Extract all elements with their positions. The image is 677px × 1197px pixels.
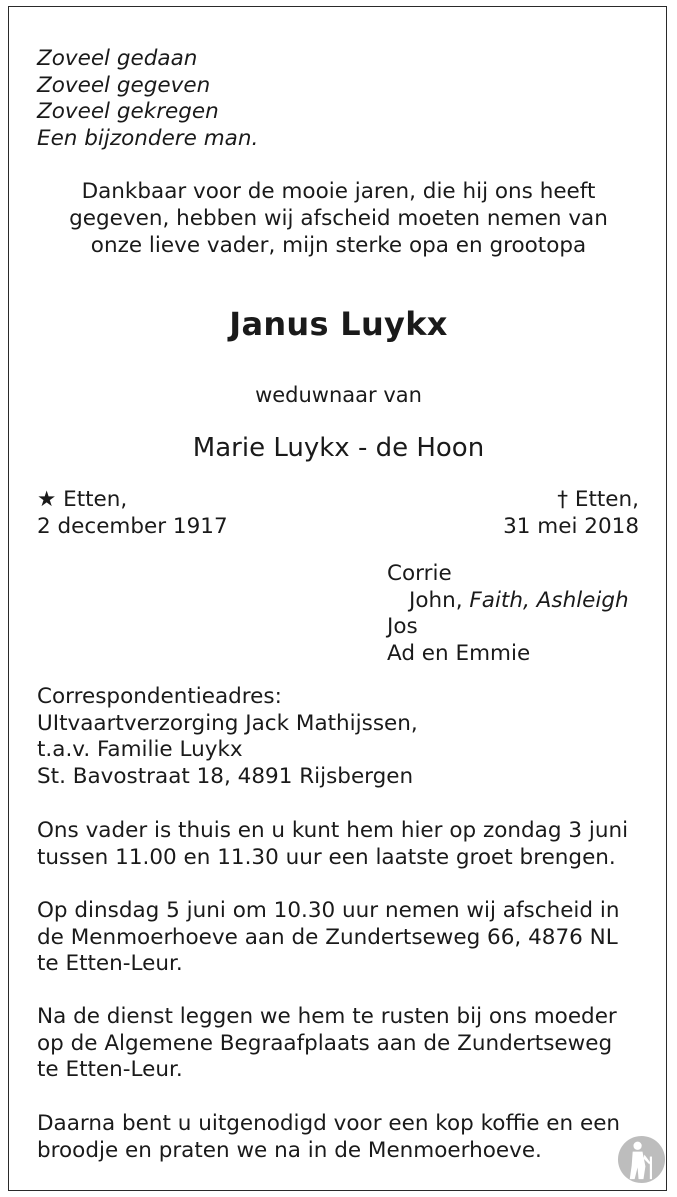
address-line: Correspondentieadres: — [37, 684, 282, 709]
death-date: 31 mei 2018 — [503, 513, 639, 539]
poem-line: Zoveel gegeven — [37, 72, 211, 98]
poem-line: Zoveel gedaan — [37, 46, 198, 71]
intro-line: gegeven, hebben wij afscheid moeten nemen van — [69, 205, 608, 231]
intro-line: onze lieve vader, mijn sterke opa en grootopa — [90, 232, 587, 258]
viewing-paragraph — [37, 818, 628, 871]
poem — [37, 46, 258, 152]
intro-line: Dankbaar voor de mooie jaren, die hij ons heeft — [81, 179, 596, 204]
paragraph-line: Op dinsdag 5 juni om 10.30 uur nemen wij afscheid in — [37, 898, 620, 923]
death-info — [503, 487, 639, 540]
widower-label: weduwnaar van — [255, 383, 422, 407]
grandchild-name: John, — [409, 587, 470, 613]
grandchildren — [387, 588, 629, 615]
family-list — [387, 561, 629, 667]
paragraph-line: broodje en praten we na in de Menmoerhoeve. — [37, 1137, 542, 1163]
paragraph-line: op de Algemene Begraafplaats aan de Zundertseweg — [37, 1030, 613, 1056]
grandchild-partners: Faith, Ashleigh — [469, 587, 629, 613]
service-paragraph — [37, 898, 619, 978]
paragraph-line: de Menmoerhoeve aan de Zundertseweg 66, 4876 NL — [37, 924, 618, 950]
address-line: St. Bavostraat 18, 4891 Rijsbergen — [37, 763, 414, 789]
address-line: UItvaartverzorging Jack Mathijssen, — [37, 710, 418, 736]
memorial-figure-icon — [617, 1135, 666, 1184]
paragraph-line: te Etten-Leur. — [37, 951, 183, 976]
family-member: Ad en Emmie — [387, 640, 531, 666]
birth-info — [37, 487, 228, 540]
correspondence-address — [37, 684, 418, 790]
death-place: † Etten, — [557, 487, 639, 512]
family-member: Corrie — [387, 561, 452, 586]
poem-line: Een bijzondere man. — [37, 125, 259, 151]
poem-line: Zoveel gekregen — [37, 99, 219, 124]
deceased-name: Janus Luykx — [229, 305, 448, 343]
paragraph-line: Daarna bent u uitgenodigd voor een kop koffie en een — [37, 1111, 621, 1136]
address-line: t.a.v. Familie Luykx — [37, 737, 243, 762]
birth-place: ★ Etten, — [37, 487, 128, 512]
paragraph-line: tussen 11.00 en 11.30 uur een laatste groet brengen. — [37, 844, 616, 870]
birth-date: 2 december 1917 — [37, 513, 228, 539]
paragraph-line: Na de dienst leggen we hem te rusten bij ons moeder — [37, 1004, 617, 1029]
burial-paragraph — [37, 1004, 617, 1084]
family-member: Jos — [387, 614, 418, 639]
paragraph-line: Ons vader is thuis en u kunt hem hier op zondag 3 juni — [37, 818, 629, 843]
intro-text — [0, 179, 677, 259]
paragraph-line: te Etten-Leur. — [37, 1057, 183, 1082]
spouse-name: Marie Luykx - de Hoon — [192, 433, 485, 463]
reception-paragraph — [37, 1111, 620, 1164]
